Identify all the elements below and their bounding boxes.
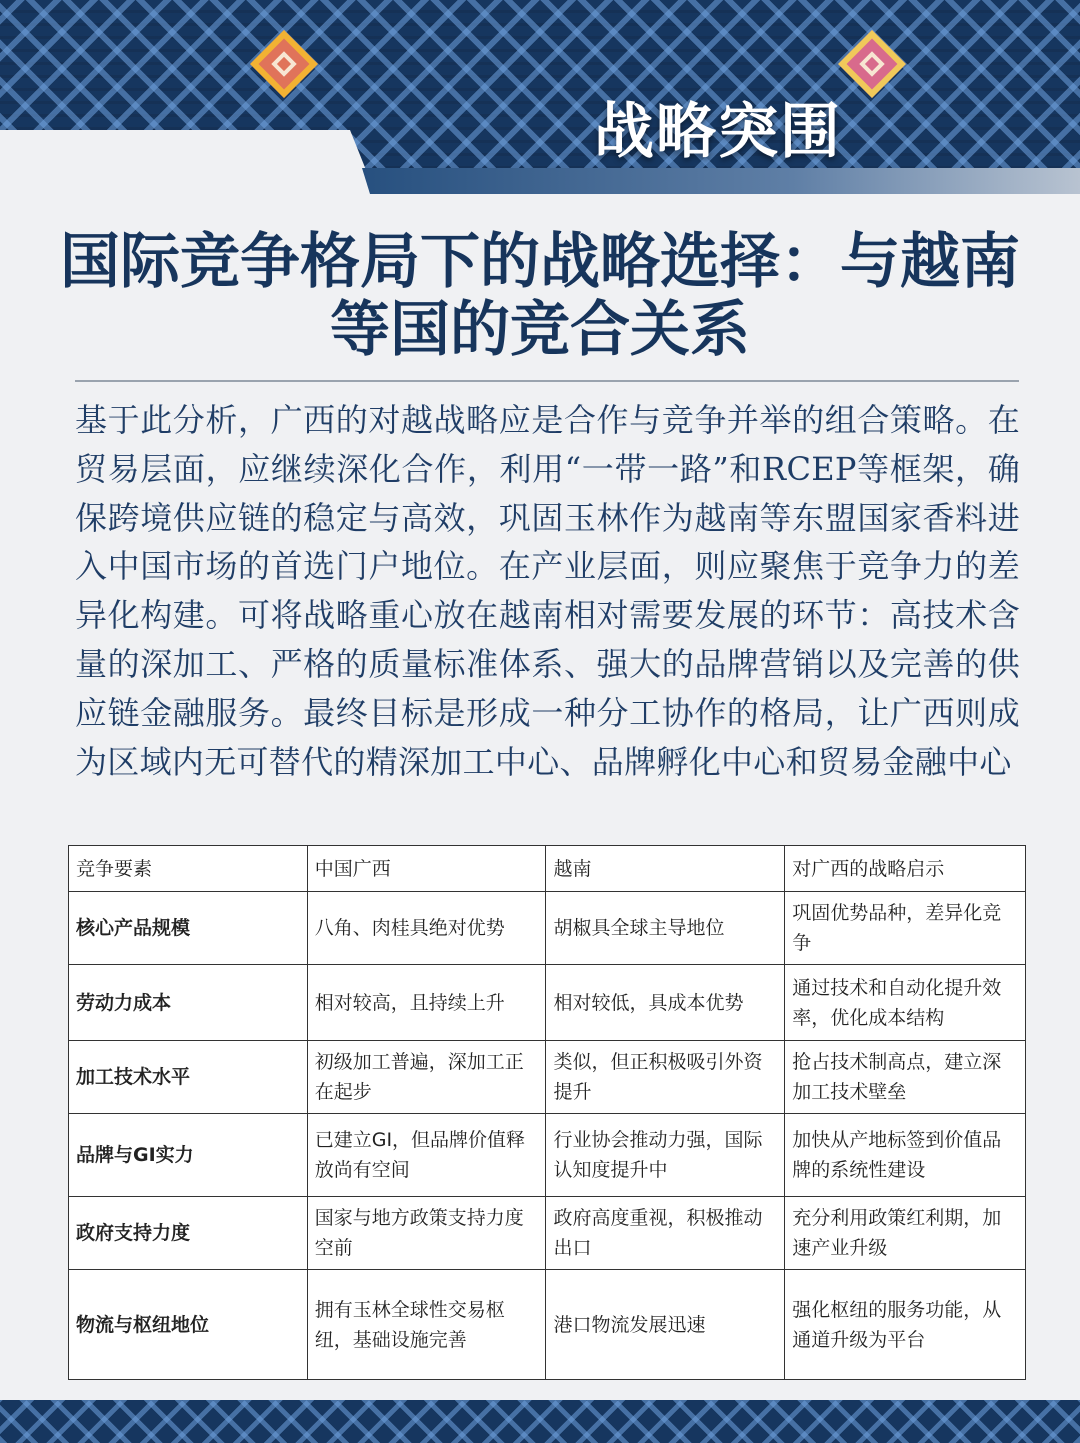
table-cell: 物流与枢纽地位 — [69, 1270, 308, 1380]
table-row — [69, 1270, 1026, 1380]
table-row — [69, 892, 1026, 965]
header-accent-strip — [362, 168, 1080, 194]
table-header-row — [69, 846, 1026, 892]
page-title: 国际竞争格局下的战略选择：与越南等国的竞合关系 — [60, 227, 1020, 365]
title-divider — [75, 380, 1019, 382]
table-cell: 港口物流发展迅速 — [546, 1270, 785, 1380]
table-cell: 相对较高，且持续上升 — [307, 965, 546, 1041]
diamond-ornament-icon — [838, 30, 906, 98]
column-header: 越南 — [546, 846, 785, 892]
table-row — [69, 1197, 1026, 1270]
table-cell: 初级加工普遍，深加工正在起步 — [307, 1041, 546, 1114]
table-cell: 类似，但正积极吸引外资提升 — [546, 1041, 785, 1114]
table-cell: 已建立GI，但品牌价值释放尚有空间 — [307, 1114, 546, 1197]
column-header: 对广西的战略启示 — [785, 846, 1026, 892]
table-cell: 国家与地方政策支持力度空前 — [307, 1197, 546, 1270]
table-cell: 相对较低，具成本优势 — [546, 965, 785, 1041]
table-cell: 八角、肉桂具绝对优势 — [307, 892, 546, 965]
table-cell: 充分利用政策红利期，加速产业升级 — [785, 1197, 1026, 1270]
table-cell: 胡椒具全球主导地位 — [546, 892, 785, 965]
table-cell: 巩固优势品种，差异化竞争 — [785, 892, 1026, 965]
table-cell: 通过技术和自动化提升效率，优化成本结构 — [785, 965, 1026, 1041]
table-cell: 政府支持力度 — [69, 1197, 308, 1270]
comparison-table — [68, 845, 1026, 1380]
body-paragraph: 基于此分析，广西的对越战略应是合作与竞争并举的组合策略。在贸易层面，应继续深化合作，利用“一带一路”和RCEP等框架，确保跨境供应链的稳定与高效，巩固玉林作为越南等东盟国家香料进入中国市场的首选门户地位。在产业层面，则应聚焦于竞争力的差异化构建。可将战略重心放在越南相对需要发展的环节：高技术含量的深加工、严格的质量标准体系、强大的品牌营销以及完善的供应链金融服务。最终目标是形成一种分工协作的格局，让广西则成为区域内无可替代的精深加工中心、品牌孵化中心和贸易金融中心 — [75, 401, 1020, 781]
table-cell: 政府高度重视，积极推动出口 — [546, 1197, 785, 1270]
section-tag: 战略突围 — [594, 97, 842, 167]
table-cell: 拥有玉林全球性交易枢纽，基础设施完善 — [307, 1270, 546, 1380]
table-cell: 劳动力成本 — [69, 965, 308, 1041]
table-cell: 抢占技术制高点，建立深加工技术壁垒 — [785, 1041, 1026, 1114]
footer-pattern-band — [0, 1400, 1080, 1443]
table-row — [69, 1114, 1026, 1197]
diamond-ornament-icon — [250, 30, 318, 98]
column-header: 中国广西 — [307, 846, 546, 892]
table-cell: 加工技术水平 — [69, 1041, 308, 1114]
column-header: 竞争要素 — [69, 846, 308, 892]
table-cell: 强化枢纽的服务功能，从通道升级为平台 — [785, 1270, 1026, 1380]
table-cell: 行业协会推动力强，国际认知度提升中 — [546, 1114, 785, 1197]
table-row — [69, 965, 1026, 1041]
table-cell: 品牌与GI实力 — [69, 1114, 308, 1197]
table-row — [69, 1041, 1026, 1114]
table-cell: 加快从产地标签到价值品牌的系统性建设 — [785, 1114, 1026, 1197]
table-cell: 核心产品规模 — [69, 892, 308, 965]
